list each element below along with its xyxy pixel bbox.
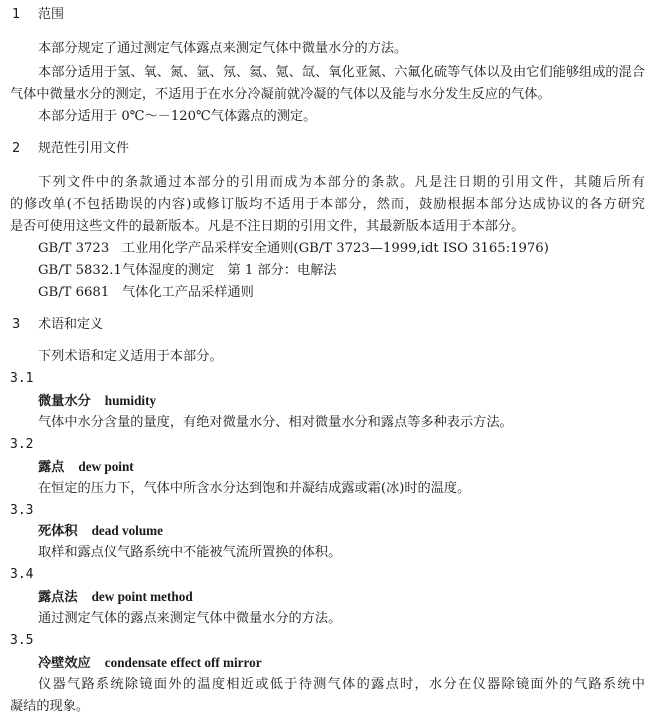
term-chinese: 死体积 [38,524,78,539]
term-definition: 气体中水分含量的量度，有绝对微量水分、相对微量水分和露点等多种表示方法。 [38,415,513,430]
reference-title: 气体湿度的测定 第 1 部分：电解法 [122,263,337,278]
term-definition: 仪器气路系统除镜面外的温度相近或低于待测气体的露点时，水分在仪器除镜面外的气路系统中 [38,677,645,692]
reference-title: 工业用化学产品采样安全通则(GB/T 3723—1999,idt ISO 3165:1976) [122,241,549,256]
term-heading [38,522,163,541]
term-chinese: 露点 [38,460,65,475]
reference-code: GB/T 3723 [38,241,110,256]
section-3-heading [12,316,103,334]
term-number: 3.5 [10,633,34,648]
term-english: dead volume [91,523,163,538]
section-3-title: 术语和定义 [38,317,104,332]
section-2-paragraph-1-cont-2: 是否可使用这些文件的最新版本。凡是不注日期的引用文件，其最新版本适用于本部分。 [10,219,525,234]
reference-item [38,262,337,280]
term-number: 3.4 [10,567,34,582]
section-3-number: 3 [12,317,21,332]
reference-item [38,284,254,302]
term-definition-cont: 凝结的现象。 [10,699,90,714]
section-3-intro: 下列术语和定义适用于本部分。 [38,349,223,364]
term-heading [38,588,193,607]
section-1-paragraph-2: 本部分适用于氢、氧、氮、氩、氖、氦、氪、氙、氧化亚氮、六氟化硫等气体以及由它们能够组成的混合 [38,65,645,80]
section-1-heading [12,6,64,24]
section-1-paragraph-1: 本部分规定了通过测定气体露点来测定气体中微量水分的方法。 [38,41,408,56]
term-heading [38,654,262,673]
section-2-paragraph-1: 下列文件中的条款通过本部分的引用而成为本部分的条款。凡是注日期的引用文件，其随后所有 [38,175,645,190]
term-chinese: 冷壁效应 [38,656,91,671]
term-heading [38,392,156,411]
term-english: dew point [78,459,134,474]
section-2-heading [12,140,129,158]
term-heading [38,458,134,477]
section-2-number: 2 [12,141,21,156]
term-chinese: 微量水分 [38,394,91,409]
section-1-paragraph-2-cont: 气体中微量水分的测定，不适用于在水分冷凝前就冷凝的气体以及能与水分发生反应的气体。 [10,87,551,102]
term-definition: 在恒定的压力下，气体中所含水分达到饱和并凝结成露或霜(冰)时的温度。 [38,481,471,496]
term-definition: 通过测定气体的露点来测定气体中微量水分的方法。 [38,611,342,626]
reference-item [38,240,549,258]
section-1-paragraph-3: 本部分适用于 0℃～－120℃气体露点的测定。 [38,109,317,124]
term-chinese: 露点法 [38,590,78,605]
section-1-title: 范围 [38,7,65,22]
term-english: condensate effect off mirror [104,655,262,670]
reference-code: GB/T 5832.1 [38,263,122,278]
term-number: 3.2 [10,437,34,452]
term-number: 3.3 [10,503,34,518]
section-2-paragraph-1-cont-1: 的修改单(不包括勘误的内容)或修订版均不适用于本部分，然而，鼓励根据本部分达成协议的各方研究 [10,197,645,212]
term-english: humidity [104,393,157,408]
reference-code: GB/T 6681 [38,285,110,300]
term-english: dew point method [91,589,193,604]
term-number: 3.1 [10,371,34,386]
term-definition: 取样和露点仪气路系统中不能被气流所置换的体积。 [38,545,342,560]
section-1-number: 1 [12,7,21,22]
reference-title: 气体化工产品采样通则 [122,285,254,300]
section-2-title: 规范性引用文件 [38,141,130,156]
